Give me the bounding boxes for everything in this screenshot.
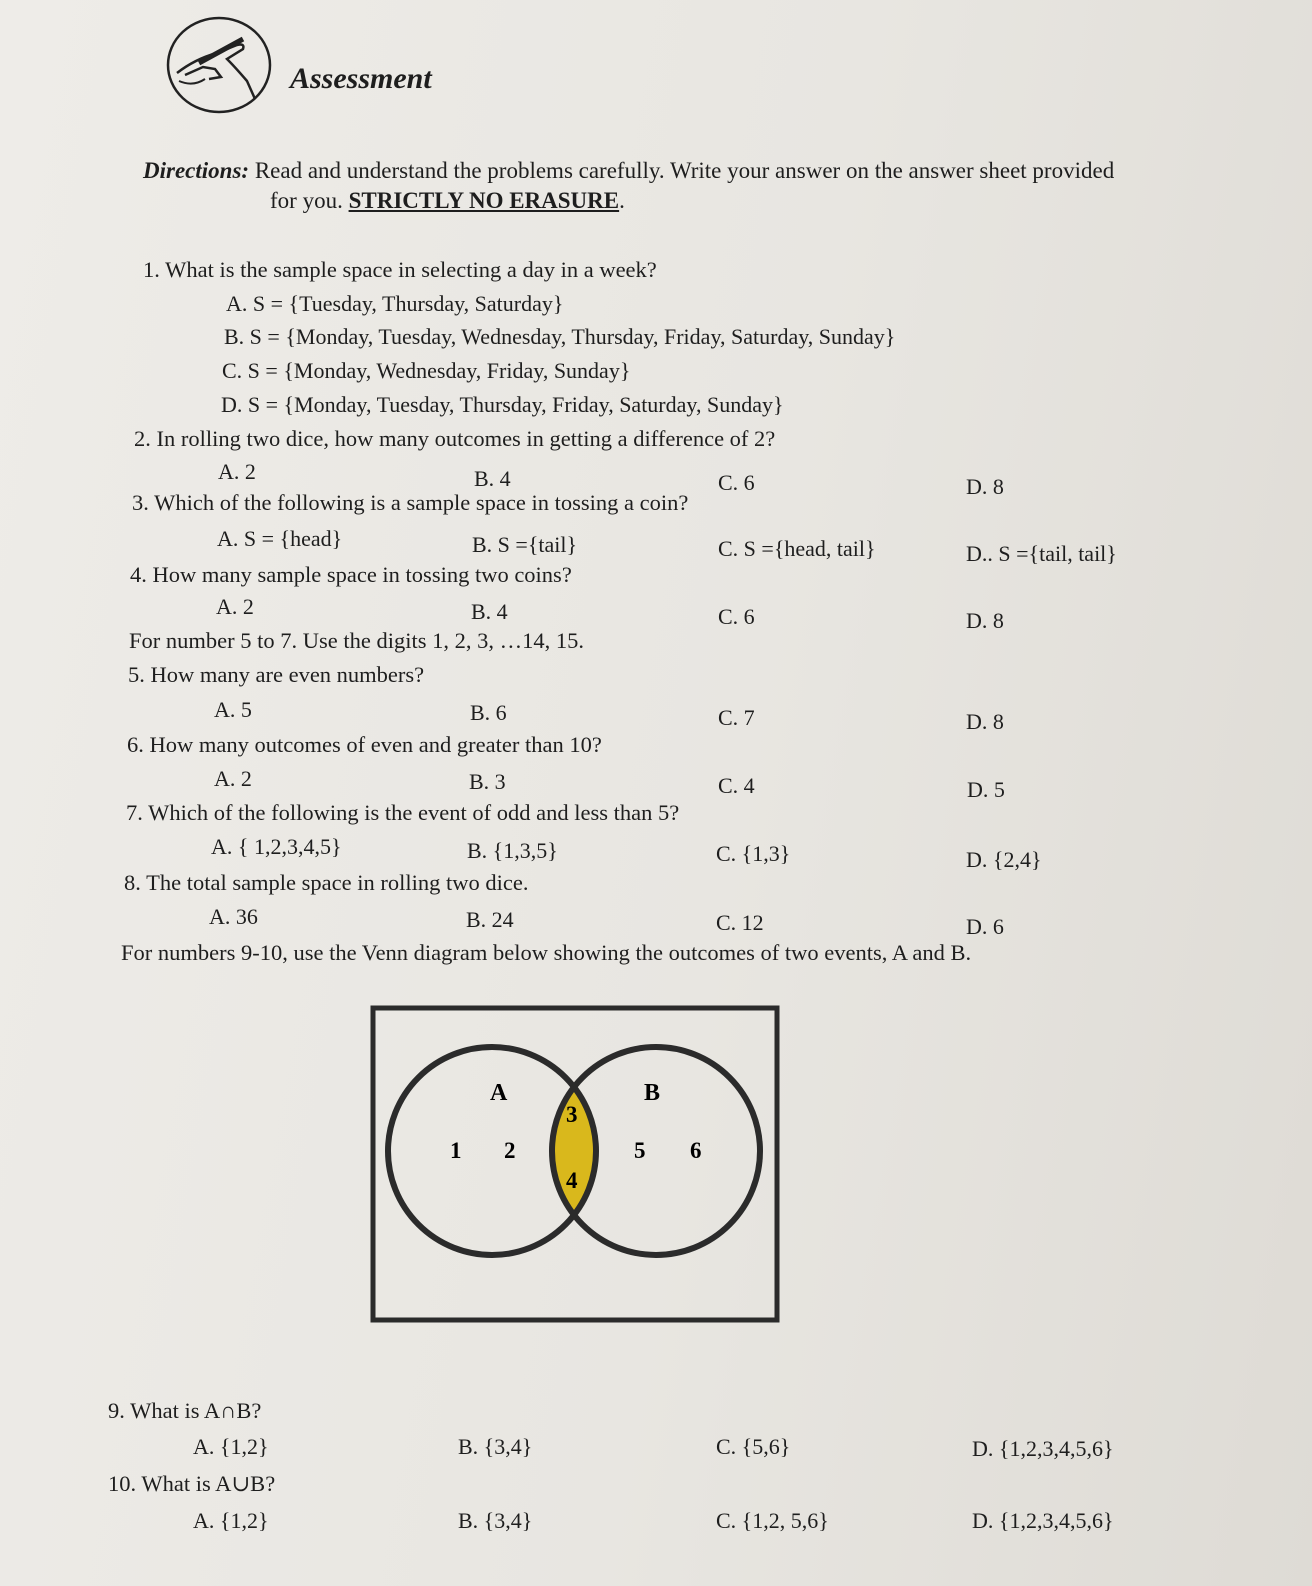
q5-option-b: B. 6 — [470, 700, 507, 725]
q6-option-b: B. 3 — [469, 769, 506, 794]
q8-option-a: A. 36 — [209, 904, 258, 929]
question-1: 1. What is the sample space in selecting a day in a week? — [143, 257, 657, 282]
question-4: 4. How many sample space in tossing two coins? — [130, 562, 572, 587]
q7-option-b: B. {1,3,5} — [467, 838, 558, 863]
question-10: 10. What is A∪B? — [108, 1471, 276, 1496]
q7-option-d: D. {2,4} — [966, 847, 1042, 872]
q5-option-d: D. 8 — [966, 709, 1004, 734]
set-b-label: B — [644, 1080, 661, 1106]
q10-option-c: C. {1,2, 5,6} — [716, 1508, 829, 1533]
q6-option-d: D. 5 — [967, 777, 1005, 802]
venn-element-only-a: 2 — [504, 1138, 516, 1163]
directions-text-2: for you. — [270, 188, 343, 213]
q3-option-b: B. S ={tail} — [472, 532, 578, 557]
q3-option-d: D.. S ={tail, tail} — [966, 541, 1117, 566]
q4-option-d: D. 8 — [966, 608, 1004, 633]
q10-option-d: D. {1,2,3,4,5,6} — [972, 1508, 1114, 1533]
q8-option-b: B. 24 — [466, 907, 514, 932]
question-9: 9. What is A∩B? — [108, 1398, 262, 1423]
q3-option-c: C. S ={head, tail} — [718, 536, 876, 561]
q1-option-c: C. S = {Monday, Wednesday, Friday, Sunday} — [222, 358, 631, 383]
q8-option-c: C. 12 — [716, 910, 764, 935]
directions — [143, 156, 1114, 186]
directions-period: . — [619, 188, 625, 213]
directions-line-2 — [270, 186, 625, 216]
q9-option-a: A. {1,2} — [193, 1434, 269, 1459]
q1-option-a: A. S = {Tuesday, Thursday, Saturday} — [226, 291, 564, 316]
venn-element-intersection: 4 — [566, 1168, 578, 1193]
q2-option-d: D. 8 — [966, 474, 1004, 499]
q5-option-a: A. 5 — [214, 697, 252, 722]
q1-option-d: D. S = {Monday, Tuesday, Thursday, Friday, Saturday, Sunday} — [221, 392, 784, 417]
q2-option-c: C. 6 — [718, 470, 755, 495]
q9-option-b: B. {3,4} — [458, 1434, 533, 1459]
q10-option-a: A. {1,2} — [193, 1508, 269, 1533]
q4-option-a: A. 2 — [216, 594, 254, 619]
question-3: 3. Which of the following is a sample space in tossing a coin? — [132, 490, 689, 515]
q2-option-a: A. 2 — [218, 459, 256, 484]
note-questions-9-to-10: For numbers 9-10, use the Venn diagram below showing the outcomes of two events, A and B. — [121, 940, 972, 965]
q5-option-c: C. 7 — [718, 705, 755, 730]
hand-writing-icon — [165, 15, 273, 115]
q9-option-c: C. {5,6} — [716, 1434, 791, 1459]
q4-option-c: C. 6 — [718, 604, 755, 629]
directions-text: Read and understand the problems carefully. Write your answer on the answer sheet provided — [254, 158, 1115, 183]
q7-option-a: A. { 1,2,3,4,5} — [211, 834, 342, 859]
venn-diagram — [370, 1005, 780, 1323]
directions-emphasis: STRICTLY NO ERASURE — [348, 188, 620, 213]
q10-option-b: B. {3,4} — [458, 1508, 533, 1533]
venn-element-intersection: 3 — [566, 1102, 578, 1127]
question-7: 7. Which of the following is the event of odd and less than 5? — [126, 800, 680, 825]
venn-element-only-b: 6 — [690, 1138, 702, 1163]
question-5: 5. How many are even numbers? — [128, 662, 425, 687]
q4-option-b: B. 4 — [471, 599, 508, 624]
q6-option-a: A. 2 — [214, 766, 252, 791]
q7-option-c: C. {1,3} — [716, 841, 791, 866]
q8-option-d: D. 6 — [966, 914, 1004, 939]
q1-option-b: B. S = {Monday, Tuesday, Wednesday, Thursday, Friday, Saturday, Sunday} — [224, 324, 896, 349]
question-6: 6. How many outcomes of even and greater than 10? — [127, 732, 602, 757]
directions-label: Directions: — [143, 158, 250, 183]
venn-element-only-a: 1 — [450, 1138, 462, 1163]
q6-option-c: C. 4 — [718, 773, 755, 798]
set-a-label: A — [490, 1080, 508, 1106]
question-8: 8. The total sample space in rolling two dice. — [124, 870, 529, 895]
question-2: 2. In rolling two dice, how many outcomes in getting a difference of 2? — [134, 426, 776, 451]
venn-element-only-b: 5 — [634, 1138, 646, 1163]
q2-option-b: B. 4 — [474, 466, 511, 491]
page-title: Assessment — [290, 62, 432, 95]
q3-option-a: A. S = {head} — [217, 526, 343, 551]
q9-option-d: D. {1,2,3,4,5,6} — [972, 1436, 1114, 1461]
note-questions-5-to-7: For number 5 to 7. Use the digits 1, 2, 3, …14, 15. — [129, 628, 584, 653]
